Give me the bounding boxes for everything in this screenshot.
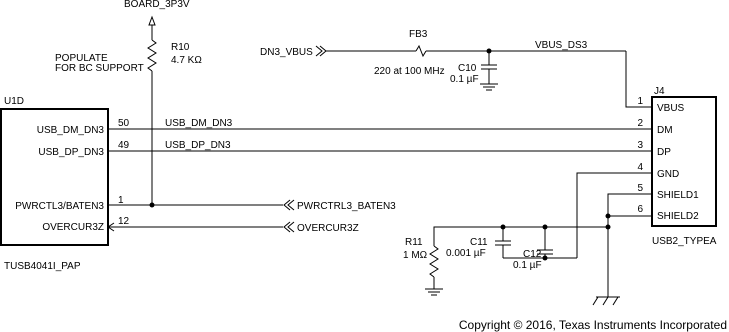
junction-dot <box>150 203 155 208</box>
power-arrow-icon <box>149 17 155 25</box>
chassis-ground-icon <box>603 297 608 305</box>
net-label-pwrctrl: PWRCTRL3_BATEN3 <box>297 201 396 212</box>
junction-dot <box>606 214 611 219</box>
j4-pin-name: SHIELD1 <box>657 190 699 201</box>
resistor-r11-symbol <box>430 246 438 277</box>
c10-value: 0.1 µF <box>450 74 479 85</box>
copyright-text: Copyright © 2016, Texas Instruments Incorporated <box>458 318 727 332</box>
j4-pin-number: 4 <box>637 162 643 173</box>
u1-pin-name: PWRCTL3/BATEN3 <box>15 201 104 212</box>
c11-value: 0.001 µF <box>446 248 486 259</box>
resistor-r10-symbol <box>148 40 156 71</box>
net-wire-shield-rc <box>434 227 608 246</box>
offpage-connector-icon <box>320 46 326 56</box>
r11-ref: R11 <box>405 237 423 248</box>
u1-pin-name: USB_DM_DN3 <box>36 125 104 136</box>
c12-value: 0.1 µF <box>513 260 542 271</box>
j4-pin-number: 5 <box>637 183 643 194</box>
j4-pin-name: GND <box>657 169 680 180</box>
j4-ref: J4 <box>654 86 665 97</box>
c11-ref: C11 <box>470 237 488 248</box>
fb3-ref: FB3 <box>409 29 428 40</box>
net-label-dm: USB_DM_DN3 <box>165 118 233 129</box>
r10-ref: R10 <box>171 42 190 53</box>
chassis-ground-icon <box>613 297 618 305</box>
j4-pin-name: DP <box>657 147 671 158</box>
j4-symbol <box>652 97 716 226</box>
u1-ref: U1D <box>4 96 25 107</box>
j4-pin-number: 2 <box>637 118 643 129</box>
chassis-ground-icon <box>593 297 598 305</box>
u1-pin-name: OVERCUR3Z <box>42 222 104 233</box>
junction-dot <box>543 256 548 261</box>
ferrite-bead-fb3-symbol <box>416 46 426 56</box>
populate-note-line-1: POPULATE <box>55 53 108 64</box>
j4-pin-number: 3 <box>637 140 643 151</box>
u1-pin-number: 50 <box>118 118 130 129</box>
r11-value: 1 MΩ <box>403 250 428 261</box>
fb3-value: 220 at 100 MHz <box>374 66 445 77</box>
r10-value: 4.7 KΩ <box>171 55 202 66</box>
j4-part: USB2_TYPEA <box>652 236 717 247</box>
j4-pin-name: DM <box>657 125 673 136</box>
u1-pin-name: USB_DP_DN3 <box>38 147 104 158</box>
net-label-overcur: OVERCUR3Z <box>297 223 359 234</box>
u1-part: TUSB4041I_PAP <box>4 261 81 272</box>
net-label-dn3-vbus: DN3_VBUS <box>260 47 313 58</box>
net-label-vbus-ds3: VBUS_DS3 <box>535 40 588 51</box>
power-label-board-3p3v: BOARD_3P3V <box>124 0 190 10</box>
c12-ref: C12 <box>523 249 542 260</box>
u1-pin-number: 12 <box>118 216 130 227</box>
net-label-dp: USB_DP_DN3 <box>165 140 231 151</box>
u1-pin-number: 1 <box>118 195 124 206</box>
offpage-connector-icon <box>284 222 290 232</box>
j4-pin-number: 1 <box>637 96 643 107</box>
net-wire-shield1 <box>608 194 652 297</box>
j4-pin-name: VBUS <box>657 103 685 114</box>
c10-ref: C10 <box>458 63 477 74</box>
populate-note-line-2: FOR BC SUPPORT <box>55 63 144 74</box>
j4-pin-name: SHIELD2 <box>657 211 699 222</box>
j4-pin-number: 6 <box>637 204 643 215</box>
offpage-connector-icon <box>284 200 290 210</box>
u1-pin-number: 49 <box>118 140 130 151</box>
